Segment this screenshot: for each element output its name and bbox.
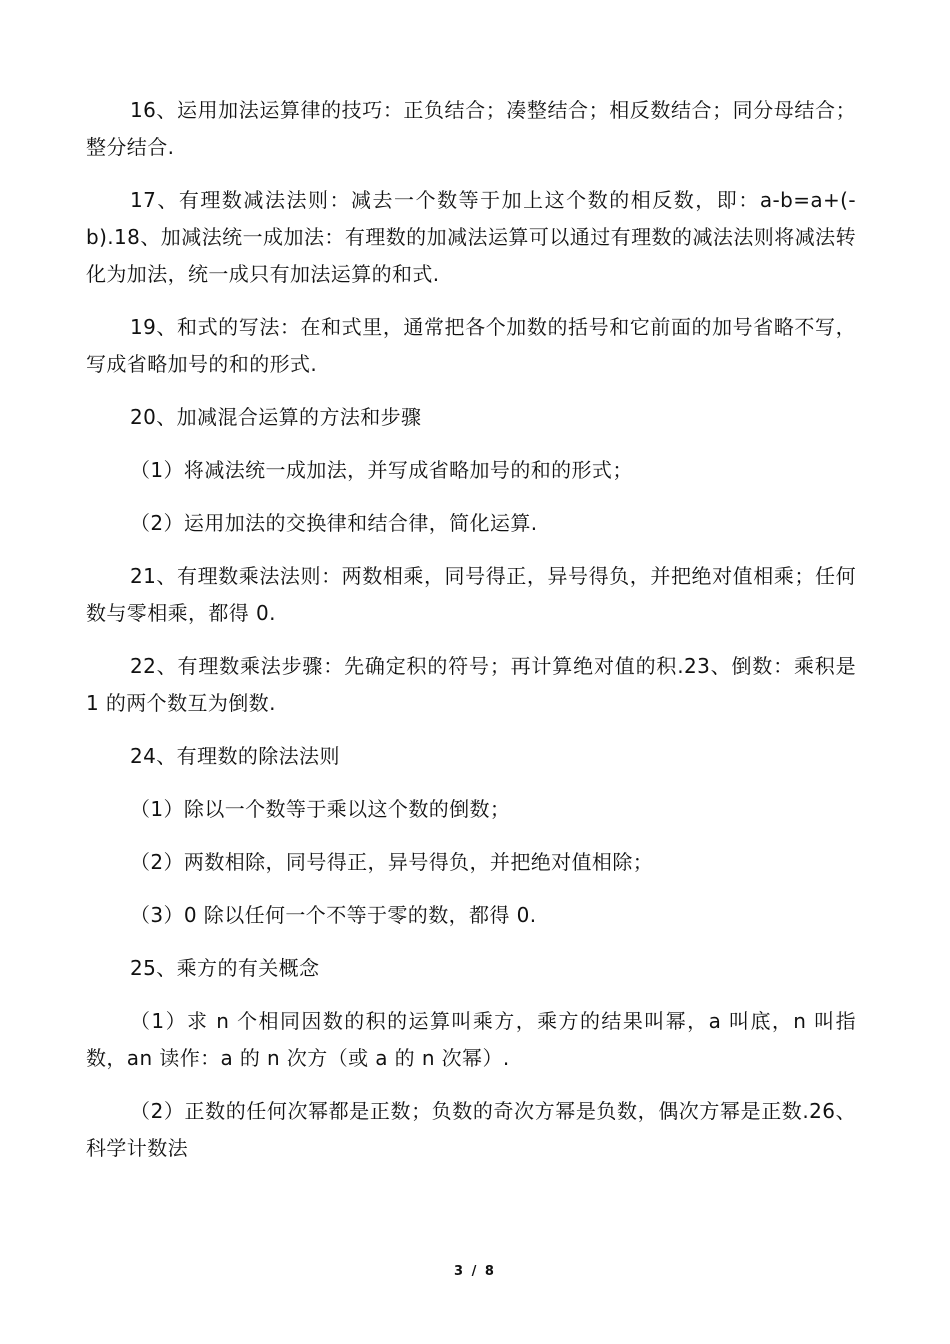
paragraph-16: 16、运用加法运算律的技巧：正负结合；凑整结合；相反数结合；同分母结合；整分结合.	[86, 98, 856, 159]
page-indicator: 3 / 8	[454, 1264, 496, 1279]
paragraph-24-item-1: （1）除以一个数等于乘以这个数的倒数；	[130, 797, 511, 821]
paragraph-17-18: 17、有理数减法法则：减去一个数等于加上这个数的相反数，即：a-b=a+(-b).18、加减法统一成加法：有理数的加减法运算可以通过有理数的减法法则将减法转化为加法，统一成只有加法运算的和式.	[86, 188, 856, 286]
paragraph-24-heading: 24、有理数的除法法则	[130, 744, 340, 768]
paragraph-25-item-1: （1）求 n 个相同因数的积的运算叫乘方，乘方的结果叫幂，a 叫底，n 叫指数，an 读作：a 的 n 次方（或 a 的 n 次幂）.	[86, 1009, 856, 1070]
document-body	[86, 92, 856, 1183]
paragraph-21: 21、有理数乘法法则：两数相乘，同号得正，异号得负，并把绝对值相乘；任何数与零相乘，都得 0.	[86, 564, 856, 625]
paragraph-24-item-3: （3）0 除以任何一个不等于零的数，都得 0.	[130, 903, 537, 927]
paragraph-20-heading: 20、加减混合运算的方法和步骤	[130, 405, 422, 429]
paragraph-25-item-2: （2）正数的任何次幂都是正数；负数的奇次方幂是负数，偶次方幂是正数.26、科学计数法	[86, 1099, 856, 1160]
paragraph-25-heading: 25、乘方的有关概念	[130, 956, 320, 980]
paragraph-20-item-1: （1）将减法统一成加法，并写成省略加号的和的形式；	[130, 458, 633, 482]
paragraph-19: 19、和式的写法：在和式里，通常把各个加数的括号和它前面的加号省略不写，写成省略加号的和的形式.	[86, 315, 856, 376]
paragraph-20-item-2: （2）运用加法的交换律和结合律，简化运算.	[130, 511, 538, 535]
paragraph-22-23: 22、有理数乘法步骤：先确定积的符号；再计算绝对值的积.23、倒数：乘积是 1 的两个数互为倒数.	[86, 654, 856, 715]
paragraph-24-item-2: （2）两数相除，同号得正，异号得负，并把绝对值相除；	[130, 850, 654, 874]
